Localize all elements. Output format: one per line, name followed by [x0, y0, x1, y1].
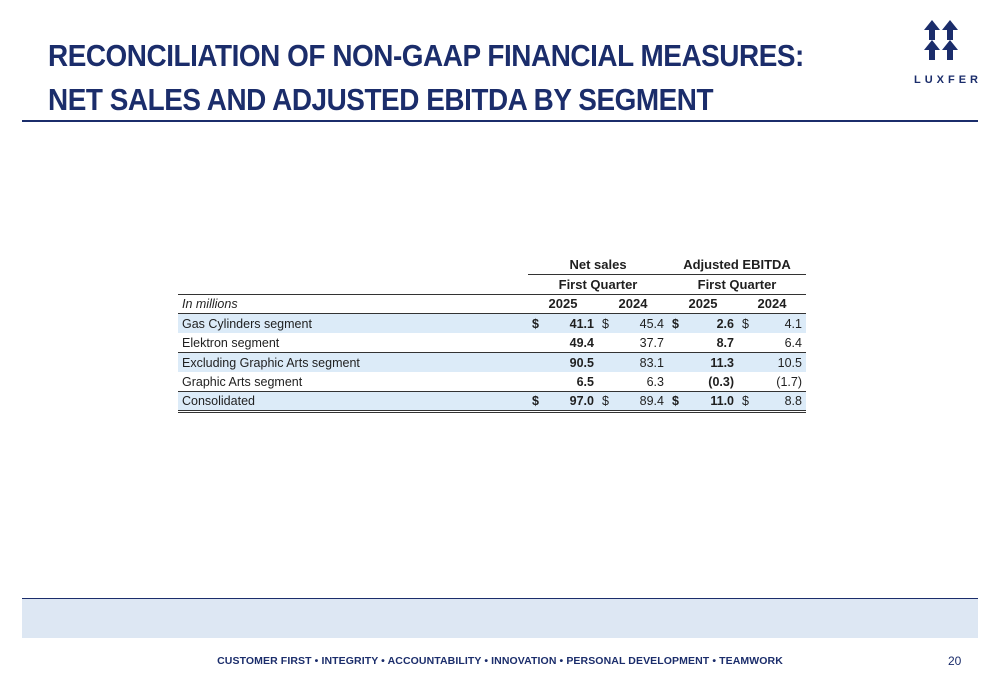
page-title: [48, 34, 822, 122]
table-row: [178, 314, 806, 334]
cell-value: 6.4: [784, 335, 802, 350]
table-row: [178, 392, 806, 412]
row-label: Elektron segment: [182, 335, 280, 350]
currency-symbol: $: [528, 314, 542, 334]
currency-symbol: $: [598, 392, 612, 412]
cell-value: (0.3): [708, 374, 734, 389]
logo-wordmark: LUXFER: [914, 74, 982, 86]
cell-value: (1.7): [776, 374, 802, 389]
row-label: Gas Cylinders segment: [178, 314, 528, 334]
currency-symbol: $: [528, 392, 542, 412]
cell-value: 6.5: [576, 374, 594, 389]
currency-symbol: $: [738, 314, 752, 334]
cell-value: 10.5: [752, 353, 806, 373]
currency-symbol: $: [598, 314, 612, 334]
net-sales-ebitda-table: [178, 255, 806, 413]
cell-value: 37.7: [639, 335, 664, 350]
row-label: Excluding Graphic Arts segment: [178, 353, 528, 373]
table-row: [178, 372, 806, 392]
cell-value: 6.3: [646, 374, 664, 389]
year-header: 2024: [598, 294, 668, 314]
header-period-net-sales: First Quarter: [528, 275, 668, 295]
cell-value: 2.6: [682, 314, 738, 334]
header-net-sales: Net sales: [528, 255, 668, 275]
currency-symbol: $: [668, 392, 682, 412]
footer-company-values: CUSTOMER FIRST • INTEGRITY • ACCOUNTABILITY • INNOVATION • PERSONAL DEVELOPMENT • TEAMWORK: [217, 655, 783, 667]
page-title-line-2: NET SALES AND ADJUSTED EBITDA BY SEGMENT: [48, 82, 714, 117]
footer-band: [22, 598, 978, 638]
cell-value: 49.4: [569, 335, 594, 350]
units-label: In millions: [178, 294, 528, 314]
cell-value: 89.4: [612, 392, 668, 412]
currency-symbol: $: [668, 314, 682, 334]
cell-value: 83.1: [612, 353, 668, 373]
page-number: 20: [948, 654, 962, 668]
row-label: Graphic Arts segment: [182, 374, 303, 389]
cell-value: 11.0: [682, 392, 738, 412]
cell-value: 45.4: [612, 314, 668, 334]
cell-value: 41.1: [542, 314, 598, 334]
title-divider: [22, 120, 978, 122]
year-header: 2025: [528, 294, 598, 314]
header-adjusted-ebitda: Adjusted EBITDA: [668, 255, 806, 275]
page-title-line-1: RECONCILIATION OF NON-GAAP FINANCIAL MEASURES:: [48, 38, 804, 73]
cell-value: 8.7: [716, 335, 734, 350]
year-header: 2024: [738, 294, 806, 314]
year-header: 2025: [668, 294, 738, 314]
table-row: [178, 353, 806, 373]
cell-value: 90.5: [542, 353, 598, 373]
cell-value: 4.1: [752, 314, 806, 334]
table-row: [178, 333, 806, 353]
row-label: Consolidated: [178, 392, 528, 412]
currency-symbol: $: [738, 392, 752, 412]
header-period-ebitda: First Quarter: [668, 275, 806, 295]
cell-value: 8.8: [752, 392, 806, 412]
cell-value: 97.0: [542, 392, 598, 412]
cell-value: 11.3: [682, 353, 738, 373]
